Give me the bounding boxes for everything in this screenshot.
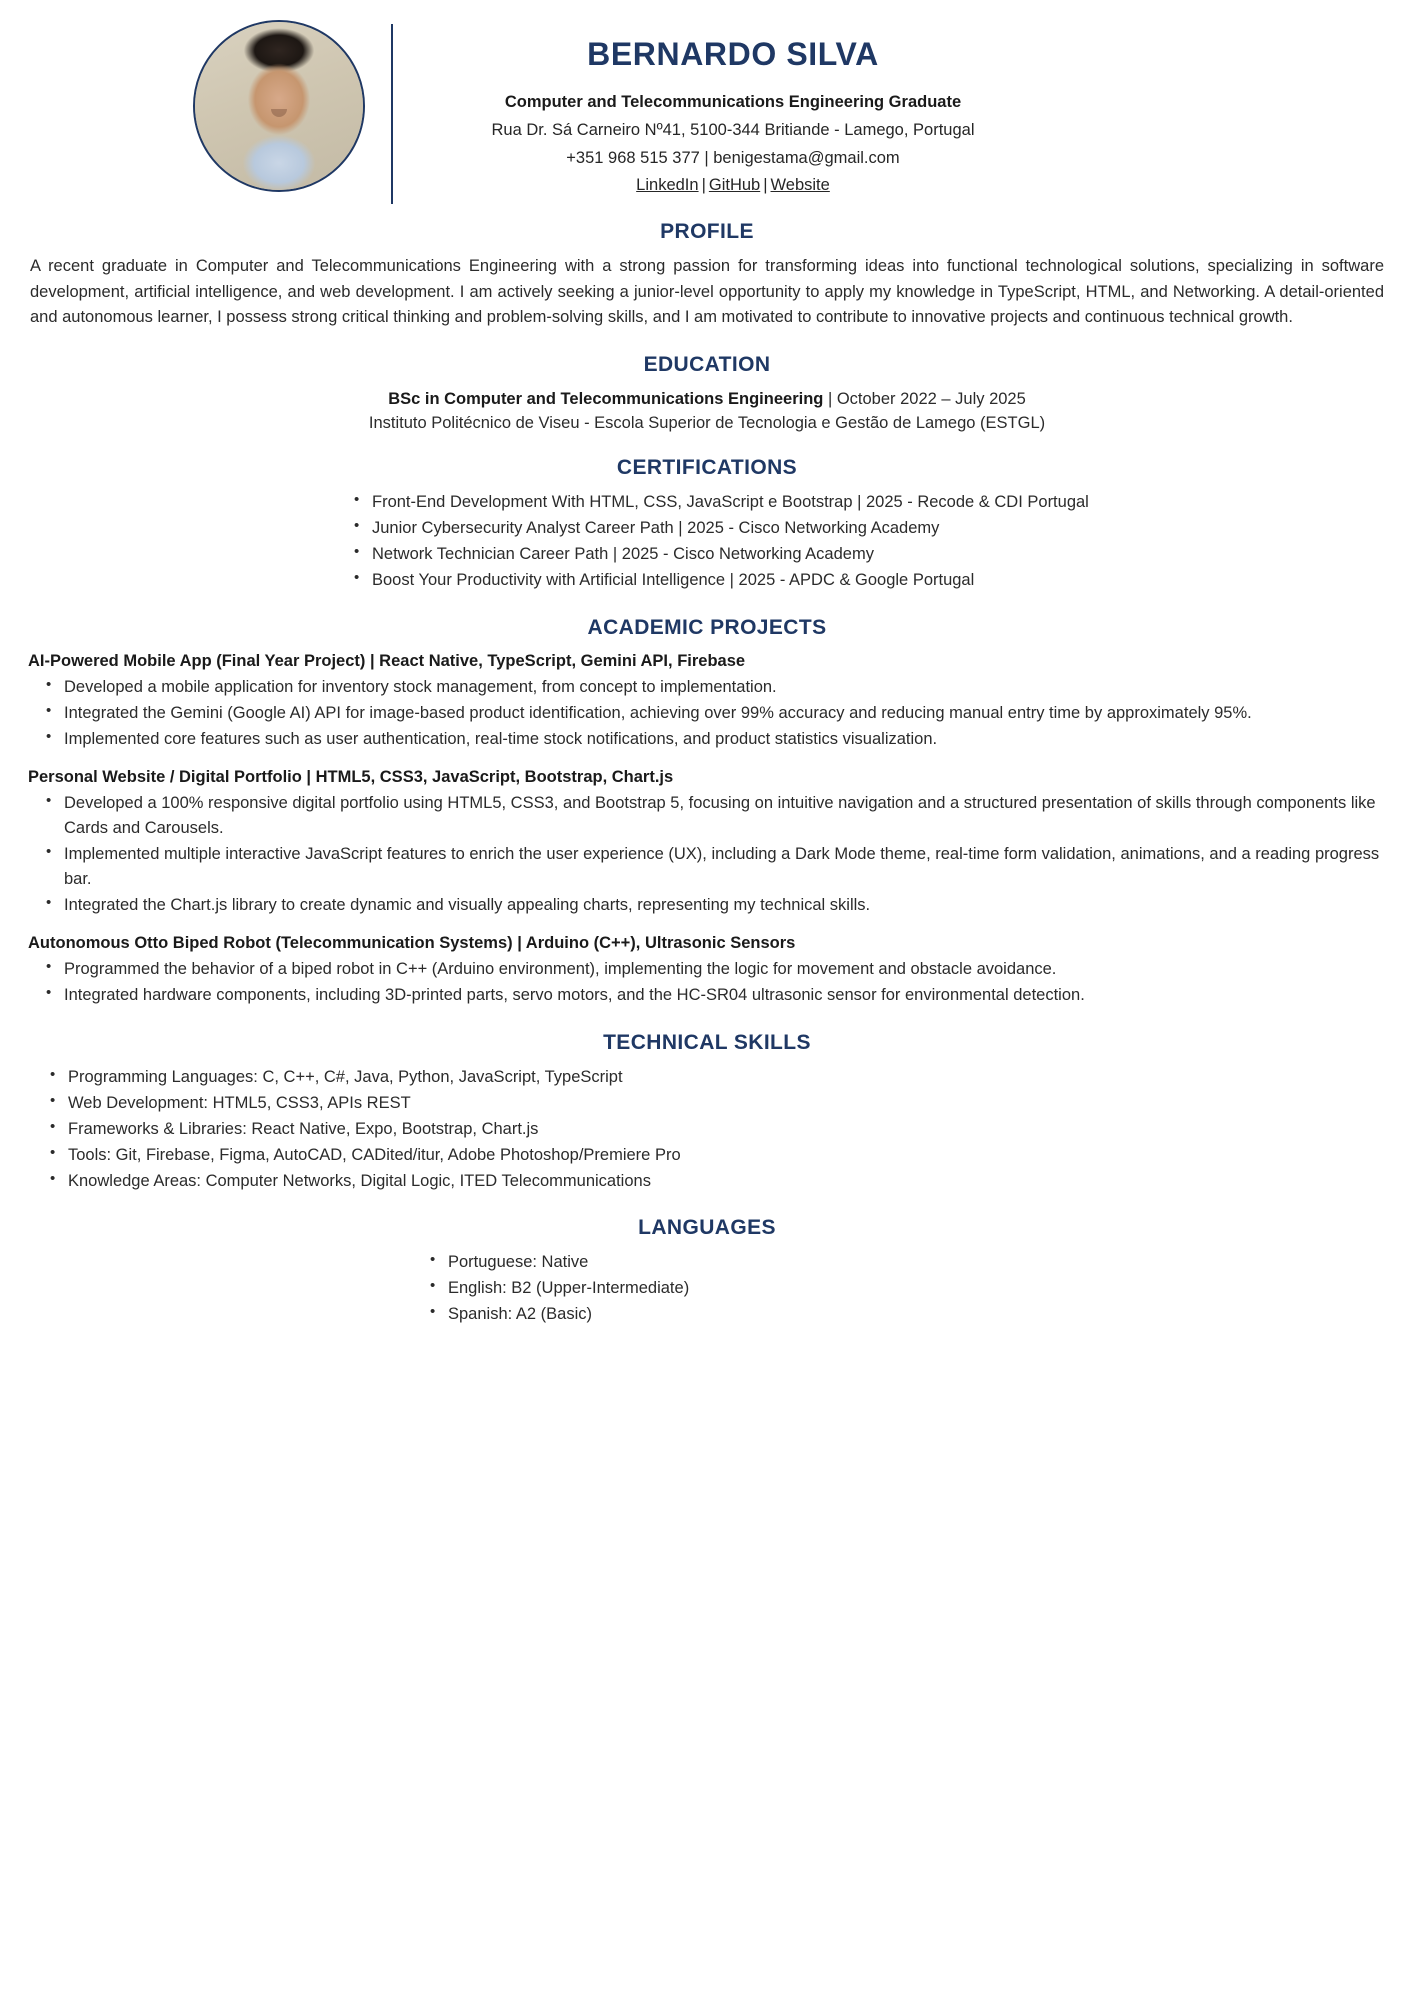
education-separator: | <box>823 389 837 408</box>
section-certifications <box>28 456 1386 593</box>
list-item: • Integrated the Chart.js library to create dynamic and visually appealing charts, representing my technical skills. <box>42 893 1386 918</box>
project-heading: Personal Website / Digital Portfolio | HTML5, CSS3, JavaScript, Bootstrap, Chart.js <box>28 767 674 786</box>
list-item: • Portuguese: Native <box>426 1250 1386 1275</box>
address-line: Rua Dr. Sá Carneiro Nº41, 5100-344 Britiande - Lamego, Portugal <box>491 121 975 140</box>
list-item: • Implemented multiple interactive JavaScript features to enrich the user experience (UX), including a Dark Mode theme, real-time form validation, animations, and a reading progress bar. <box>42 842 1386 892</box>
education-institution: Instituto Politécnico de Viseu - Escola Superior de Tecnologia e Gestão de Lamego (ESTGL) <box>368 414 1046 433</box>
technical-skills-list <box>28 1065 1386 1194</box>
project-heading: AI-Powered Mobile App (Final Year Project) | React Native, TypeScript, Gemini API, Firebase <box>28 651 746 670</box>
list-item: • English: B2 (Upper-Intermediate) <box>426 1276 1386 1301</box>
link-website[interactable]: Website <box>770 176 830 195</box>
list-item: • Frameworks & Libraries: React Native, Expo, Bootstrap, Chart.js <box>46 1117 1386 1142</box>
list-item: • Network Technician Career Path | 2025 - Cisco Networking Academy <box>350 542 1386 567</box>
education-degree-line <box>28 387 1386 412</box>
section-title-academic-projects: ACADEMIC PROJECTS <box>587 615 827 639</box>
education-dates: October 2022 – July 2025 <box>836 389 1026 408</box>
section-languages <box>28 1216 1386 1327</box>
section-title-technical-skills: TECHNICAL SKILLS <box>603 1030 811 1054</box>
project-block <box>28 650 1386 752</box>
languages-list <box>28 1250 1386 1327</box>
avatar <box>193 20 365 192</box>
project-bullets <box>28 957 1386 1008</box>
page-title: BERNARDO SILVA <box>587 36 879 72</box>
profile-text: A recent graduate in Computer and Telecommunications Engineering with a strong passion for transforming ideas into functional technological solutions, specializing in software development, artificial intelligence, and web development. I am actively seeking a junior-level opportunity to apply my knowledge in TypeScript, HTML, and Networking. A detail-oriented and autonomous learner, I possess strong critical thinking and problem-solving skills, and I am motivated to contribute to innovative projects and continuous technical growth. <box>30 257 1384 327</box>
list-item: • Integrated hardware components, including 3D-printed parts, servo motors, and the HC-SR04 ultrasonic sensor for environmental detection. <box>42 983 1386 1008</box>
list-item: • Web Development: HTML5, CSS3, APIs REST <box>46 1091 1386 1116</box>
contact-line: +351 968 515 377 | benigestama@gmail.com <box>566 148 900 167</box>
project-heading: Autonomous Otto Biped Robot (Telecommunication Systems) | Arduino (C++), Ultrasonic Sensors <box>28 934 796 953</box>
project-bullets <box>28 791 1386 918</box>
link-separator-1: | <box>701 176 706 195</box>
education-degree: BSc in Computer and Telecommunications Engineering <box>388 389 824 408</box>
list-item: • Junior Cybersecurity Analyst Career Path | 2025 - Cisco Networking Academy <box>350 516 1386 541</box>
header-links <box>433 175 1033 196</box>
header-identity <box>393 20 1033 197</box>
section-academic-projects <box>28 616 1386 1009</box>
list-item: • Programmed the behavior of a biped robot in C++ (Arduino environment), implementing the logic for movement and obstacle avoidance. <box>42 957 1386 982</box>
section-title-education: EDUCATION <box>643 352 771 376</box>
list-item: • Programming Languages: C, C++, C#, Java, Python, JavaScript, TypeScript <box>46 1065 1386 1090</box>
job-title: Computer and Telecommunications Engineering Graduate <box>504 92 962 111</box>
list-item: • Integrated the Gemini (Google AI) API for image-based product identification, achieving over 99% accuracy and reducing manual entry time by approximately 95%. <box>42 701 1386 726</box>
link-linkedin[interactable]: LinkedIn <box>636 176 699 195</box>
avatar-image <box>195 22 363 190</box>
section-profile <box>28 220 1386 331</box>
list-item: • Front-End Development With HTML, CSS, JavaScript e Bootstrap | 2025 - Recode & CDI Portugal <box>350 490 1386 515</box>
list-item: • Spanish: A2 (Basic) <box>426 1302 1386 1327</box>
link-github[interactable]: GitHub <box>708 176 761 195</box>
section-title-profile: PROFILE <box>660 220 754 243</box>
section-title-certifications: CERTIFICATIONS <box>616 456 798 480</box>
list-item: • Knowledge Areas: Computer Networks, Digital Logic, ITED Telecommunications <box>46 1169 1386 1194</box>
resume-header <box>28 14 1386 204</box>
list-item: • Implemented core features such as user authentication, real-time stock notifications, and product statistics visualization. <box>42 727 1386 752</box>
certifications-list <box>28 490 1386 593</box>
section-technical-skills <box>28 1031 1386 1194</box>
project-block <box>28 766 1386 918</box>
list-item: • Developed a mobile application for inventory stock management, from concept to implementation. <box>42 675 1386 700</box>
link-separator-2: | <box>763 176 768 195</box>
project-bullets <box>28 675 1386 752</box>
list-item: • Boost Your Productivity with Artificial Intelligence | 2025 - APDC & Google Portugal <box>350 568 1386 593</box>
section-title-languages: LANGUAGES <box>638 1215 776 1239</box>
list-item: • Tools: Git, Firebase, Figma, AutoCAD, CADited/itur, Adobe Photoshop/Premiere Pro <box>46 1143 1386 1168</box>
list-item: • Developed a 100% responsive digital portfolio using HTML5, CSS3, and Bootstrap 5, focusing on intuitive navigation and a structured presentation of skills through components like Cards and Carousels. <box>42 791 1386 841</box>
project-block <box>28 932 1386 1008</box>
section-education <box>28 353 1386 437</box>
